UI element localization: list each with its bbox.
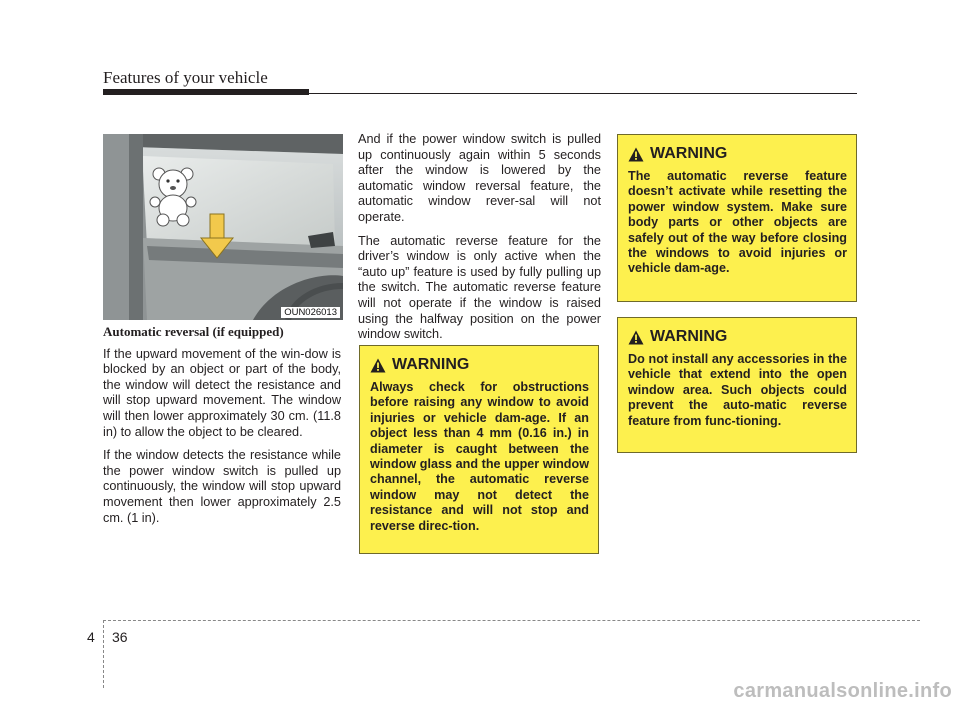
car-window-photo (103, 134, 343, 320)
page-header-title: Features of your vehicle (103, 68, 268, 87)
warning-box-accessories (617, 317, 857, 453)
warning-title (628, 145, 847, 163)
figure-code: OUN026013 (281, 307, 340, 318)
paragraph: If the window detects the resistance while the power window switch is pulled up continuously, the window will stop upward movement then lower approximately 2.5 cm. (1 in). (103, 448, 341, 525)
warning-triangle-icon (370, 358, 386, 373)
warning-box-resetting (617, 134, 857, 302)
header-rule (309, 93, 857, 94)
paragraph: If the upward movement of the win-dow is blocked by an object or part of the body, the window will detect the resistance and will stop upward movement. The window will then lower approximately 30 cm. (11.8 in) to allow the object to be cleared. (103, 346, 341, 439)
footer-rule (103, 620, 920, 621)
warning-body: Do not install any accessories in the vehicle that extend into the open window area. Such objects could prevent the auto-matic reverse feature from func-tioning. (628, 352, 847, 428)
window-illustration (103, 134, 343, 320)
warning-body: The automatic reverse feature doesn’t activate while resetting the power window system. Make sure body parts or other objects are safely out of the way before closing the windows to avoid injuries or vehicle dam-age. (628, 169, 847, 276)
paragraph: And if the power window switch is pulled up continuously again within 5 seconds after the window is lowered by the automatic window reversal feature, the automatic window rever-sal will not operate. (358, 132, 601, 224)
header-bar (103, 89, 309, 95)
paragraph: The automatic reverse feature for the driver’s window is only active when the “auto up” feature is used by fully pulling up the switch. The automatic reverse feature will not operate if the window is raised using the halfway position on the power window switch. (358, 233, 601, 342)
warning-title-text: WARNING (650, 328, 728, 345)
warning-triangle-icon (628, 147, 644, 162)
warning-title-text: WARNING (392, 356, 470, 373)
footer-divider (103, 620, 104, 688)
warning-title-text: WARNING (650, 145, 728, 162)
warning-triangle-icon (628, 330, 644, 345)
page-number: 36 (112, 629, 128, 645)
warning-box-obstructions (359, 345, 599, 554)
warning-title (628, 328, 847, 346)
warning-title (370, 356, 589, 374)
column-middle (358, 132, 601, 351)
chapter-number: 4 (87, 629, 95, 645)
warning-body: Always check for obstructions before raising any window to avoid injuries or vehicle dam-age. If an object less than 4 mm (0.16 in.) in diameter is caught between the window glass and the upper window channel, the automatic reverse window may not detect the resistance and will not stop and reverse direc-tion. (370, 380, 589, 533)
section-heading: Automatic reversal (if equipped) (103, 324, 284, 339)
column-left (103, 324, 341, 534)
watermark: carmanualsonline.info (733, 680, 952, 702)
